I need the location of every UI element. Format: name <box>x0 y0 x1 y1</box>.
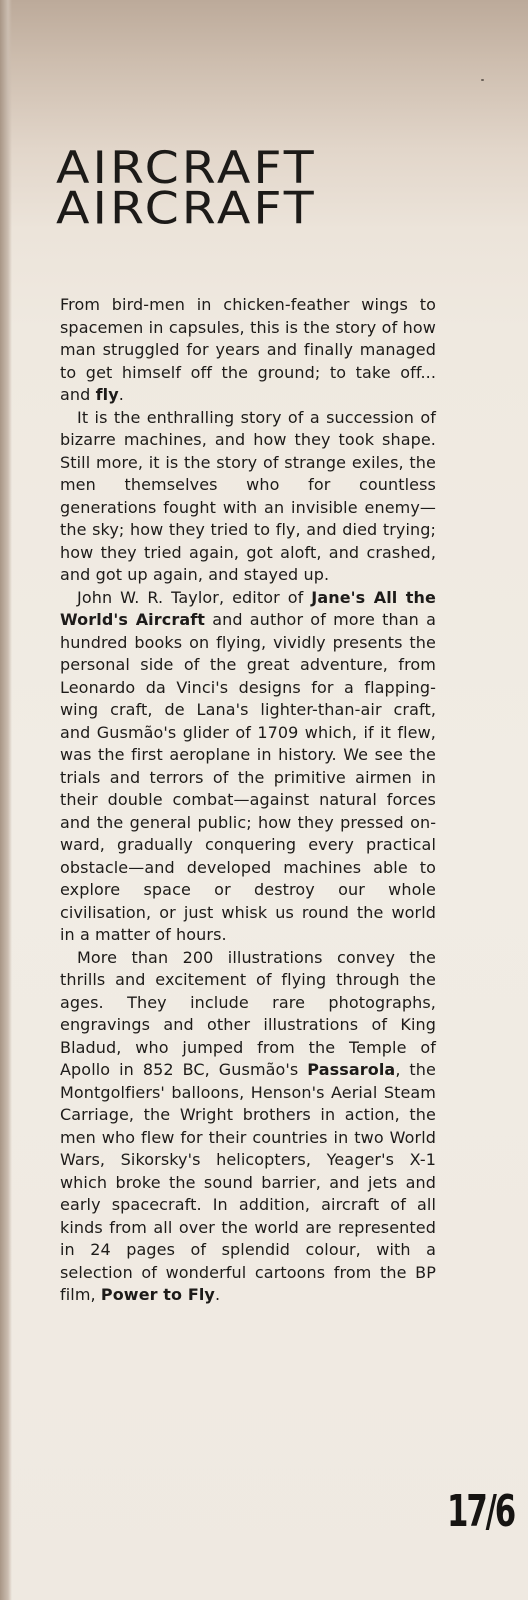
blurb-text: From bird-men in chicken-feather wings to spacemen in capsules, this is the story of how man struggled for years and finally managed to get himself off the ground; to take off... and <box>60 295 436 404</box>
blurb-bold-janes: Jane's All the World's Aircraft <box>60 587 436 629</box>
blurb-bold-fly: fly <box>95 385 119 404</box>
paper-speck <box>481 79 484 81</box>
title-line-2: AIRCRAFT <box>56 183 317 235</box>
blurb-text: and author of more than a hundred books on flying, vividly presents the personal side of the great adventure, from Leonardo da Vinci's designs for a flapping-wing craft, de Lana's lighter-than-air craft, and Gusmão's glider of 1709 which, if it flew, was the first aeroplane in history. We see the trials and terrors of the primitive airmen in their double combat—against natural forces and the general public; how they pressed onward, gradually conquering every practical obstacle—and developed machines able to explore space or destroy our whole civilisation, or just whisk us round the world in a matter of hours. <box>60 610 436 944</box>
page-left-edge <box>0 0 12 1600</box>
blurb-text: John W. R. Taylor, editor of <box>77 587 312 607</box>
blurb-bold-power-to-fly: Power to Fly <box>100 1285 215 1304</box>
blurb-bold-passarola: Passarola <box>307 1060 396 1079</box>
book-title <box>56 142 456 235</box>
blurb-paragraph-4 <box>60 947 436 1307</box>
blurb-text: , the Montgolfiers' balloons, Henson's Aerial Steam Carriage, the Wright brothers in action, the men who flew for their countries in two World Wars, Sikorsky's helicopters, Yeager's X-1 which broke the sound barrier, and jets and early spacecraft. In addition, aircraft of all kinds from all over the world are represented in 24 pages of splendid colour, with a selection of wonderful cartoons from the BP film, <box>60 1060 436 1304</box>
blurb-paragraph-3 <box>60 587 436 947</box>
title-line-1: AIRCRAFT <box>56 142 317 194</box>
blurb-paragraph-1 <box>60 294 436 407</box>
blurb-text: . <box>118 385 124 404</box>
price-tag: 17/6 <box>447 1486 515 1537</box>
blurb-text: . <box>214 1285 221 1304</box>
blurb-text: More than 200 illustrations convey the thrills and excitement of flying through the ages. They include rare photographs, engravings and other illustrations of King Bladud, who jumped from the Temple of Apollo in 852 BC, Gusmão's <box>60 947 436 1079</box>
blurb-paragraph-2: It is the enthralling story of a succession of bizarre machines, and how they took shape. Still more, it is the story of strange exiles, the men themselves who for countless generations fought with an invisible enemy—the sky; how they tried to fly, and died trying; how they tried again, got aloft, and crashed, and got up again, and stayed up. <box>60 407 436 584</box>
jacket-blurb <box>60 294 436 1307</box>
